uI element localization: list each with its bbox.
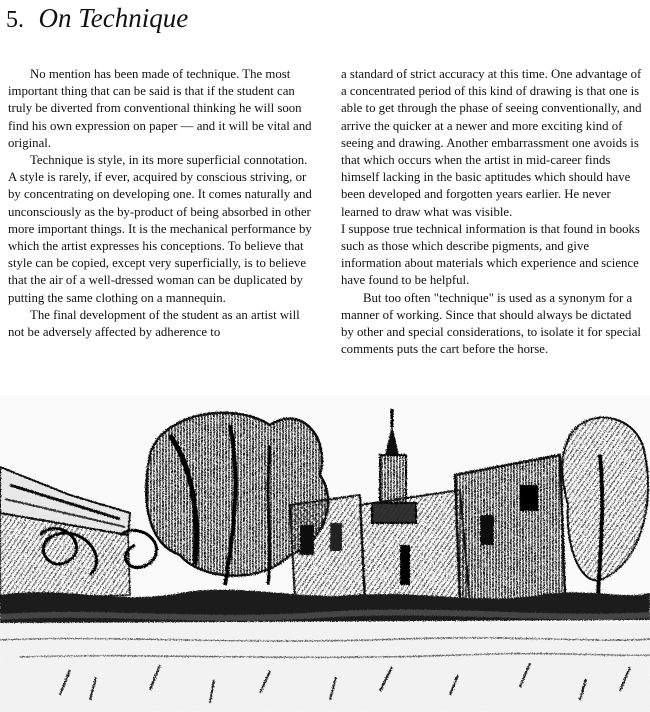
right-text-column bbox=[341, 66, 646, 358]
paragraph: Technique is style, in its more superficial connotation. A style is rarely, if ever, acquired by conscious striving, or by concentrating on developing one. It comes naturally and unconsciously as the by-product of being absorbed in other more important things. It is the mechanical performance by which the artist expresses his conceptions. To believe that style can be copied, except very superficially, is to believe that the air of a well-dressed woman can be duplicated by putting the same clothing on a mannequin. bbox=[8, 153, 312, 305]
paragraph: The final development of the student as an artist will not be adversely affected by adherence to bbox=[8, 307, 300, 340]
paragraph: I suppose true technical information is that found in books such as those which describe pigments, and give information about materials which experience and science have found to be helpful. bbox=[341, 221, 640, 288]
landscape-sketch-illustration bbox=[0, 395, 650, 712]
paragraph: a standard of strict accuracy at this time. One advantage of a concentrated period of this kind of drawing is that one is able to get through the phase of seeing conventionally, and arrive the quicker at a newer and more exciting kind of seeing and drawing. Another embarrassment one avoids is that which occurs when the artist in mid-career finds himself lacking in the basic aptitudes which should have been developed and forgotten years earlier. He never learned to draw what was visible. bbox=[341, 67, 642, 219]
left-text-column bbox=[8, 66, 313, 341]
paragraph: But too often "technique" is used as a synonym for a manner of working. Since that should always be dictated by other and special considerations, to isolate it for special comments puts the cart before the horse. bbox=[341, 290, 641, 357]
chapter-title: On Technique bbox=[38, 3, 189, 33]
paragraph: No mention has been made of technique. The most important thing that can be said is that if the student can truly be diverted from conventional thinking he will soon find his own expression on paper — and it will be vital and original. bbox=[8, 67, 312, 150]
chapter-number: 5. bbox=[6, 7, 24, 33]
chapter-heading bbox=[6, 4, 188, 34]
